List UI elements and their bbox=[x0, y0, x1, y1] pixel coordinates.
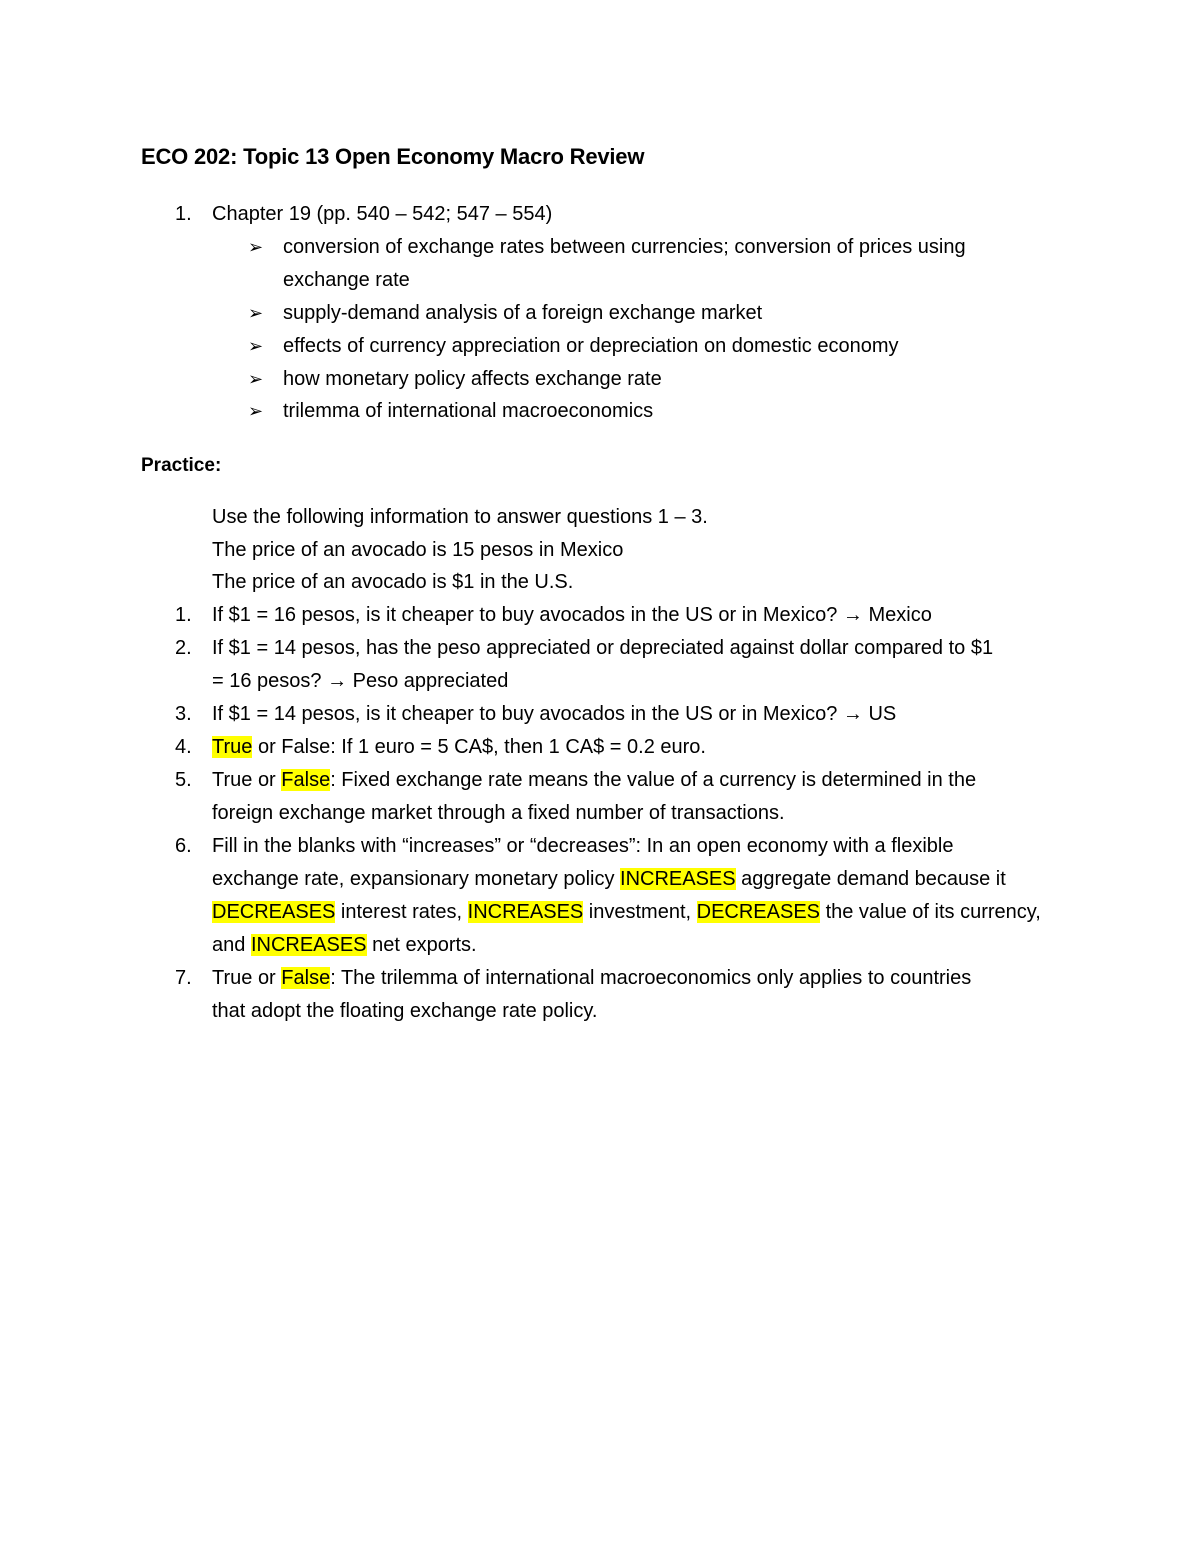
question-text: exchange rate, expansionary monetary policy bbox=[212, 868, 621, 890]
chapter-line: Chapter 19 (pp. 540 – 542; 547 – 554) bbox=[212, 203, 553, 225]
question-7-line-1 bbox=[212, 962, 971, 995]
bullet-arrow-icon: ➢ bbox=[248, 303, 264, 323]
question-number: 6. bbox=[175, 835, 192, 857]
practice-intro-line: Use the following information to answer questions 1 – 3. bbox=[212, 506, 708, 528]
bullet-arrow-icon: ➢ bbox=[248, 369, 264, 389]
question-7-line-2: that adopt the floating exchange rate policy. bbox=[212, 1000, 598, 1022]
highlighted-answer: DECREASES bbox=[212, 901, 336, 923]
bullet-item: supply-demand analysis of a foreign exchange market bbox=[283, 302, 763, 324]
answer-text: Mexico bbox=[868, 604, 932, 626]
right-arrow-icon: → bbox=[842, 703, 863, 725]
question-2-line-1: If $1 = 14 pesos, has the peso appreciated or depreciated against dollar compared to $1 bbox=[212, 637, 994, 659]
question-text: interest rates, bbox=[335, 901, 468, 923]
highlighted-answer: INCREASES bbox=[467, 901, 584, 923]
question-3 bbox=[212, 698, 896, 731]
document-title: ECO 202: Topic 13 Open Economy Macro Review bbox=[141, 144, 645, 169]
highlighted-answer: INCREASES bbox=[250, 934, 367, 956]
question-text: investment, bbox=[583, 901, 697, 923]
question-1 bbox=[212, 599, 932, 632]
question-text: : Fixed exchange rate means the value of a currency is determined in the bbox=[330, 769, 977, 791]
bullet-arrow-icon: ➢ bbox=[248, 401, 264, 421]
practice-intro-line: The price of an avocado is $1 in the U.S. bbox=[212, 571, 574, 593]
question-2-line-2 bbox=[212, 665, 508, 698]
highlighted-answer: False bbox=[281, 769, 331, 791]
question-text: aggregate demand because it bbox=[735, 868, 1006, 890]
question-4 bbox=[212, 731, 706, 764]
right-arrow-icon: → bbox=[842, 604, 863, 626]
question-text: the value of its currency, bbox=[820, 901, 1041, 923]
question-6-line-1: Fill in the blanks with “increases” or “decreases”: In an open economy with a flexible bbox=[212, 835, 954, 857]
question-text: True or bbox=[212, 967, 282, 989]
question-5-line-2: foreign exchange market through a fixed number of transactions. bbox=[212, 802, 785, 824]
bullet-item: conversion of exchange rates between currencies; conversion of prices using bbox=[283, 236, 966, 258]
question-6-line-4 bbox=[212, 929, 477, 962]
question-5-line-1 bbox=[212, 764, 976, 797]
question-text: If $1 = 14 pesos, is it cheaper to buy avocados in the US or in Mexico? bbox=[212, 703, 838, 725]
question-number: 2. bbox=[175, 637, 192, 659]
bullet-item: trilemma of international macroeconomics bbox=[283, 400, 654, 422]
bullet-arrow-icon: ➢ bbox=[248, 237, 264, 257]
question-text: net exports. bbox=[366, 934, 477, 956]
answer-text: Peso appreciated bbox=[352, 670, 509, 692]
question-text: : The trilemma of international macroeconomics only applies to countries bbox=[330, 967, 972, 989]
question-text: True or bbox=[212, 769, 282, 791]
highlighted-answer: False bbox=[281, 967, 331, 989]
question-6-line-2 bbox=[212, 863, 1006, 896]
question-text: and bbox=[212, 934, 251, 956]
question-text: If $1 = 16 pesos, is it cheaper to buy avocados in the US or in Mexico? bbox=[212, 604, 838, 626]
bullet-item-continued: exchange rate bbox=[283, 269, 410, 291]
bullet-item: how monetary policy affects exchange rate bbox=[283, 368, 662, 390]
question-number: 1. bbox=[175, 604, 192, 626]
practice-intro-line: The price of an avocado is 15 pesos in Mexico bbox=[212, 539, 624, 561]
right-arrow-icon: → bbox=[327, 670, 348, 692]
chapter-number: 1. bbox=[175, 203, 192, 225]
question-number: 4. bbox=[175, 736, 192, 758]
highlighted-answer: True bbox=[212, 736, 253, 758]
bullet-arrow-icon: ➢ bbox=[248, 336, 264, 356]
question-number: 5. bbox=[175, 769, 192, 791]
question-6-line-3 bbox=[212, 896, 1041, 929]
answer-text: US bbox=[868, 703, 897, 725]
highlighted-answer: INCREASES bbox=[620, 868, 736, 890]
bullet-item: effects of currency appreciation or depreciation on domestic economy bbox=[283, 335, 899, 357]
highlighted-answer: DECREASES bbox=[696, 901, 821, 923]
question-text: or False: If 1 euro = 5 CA$, then 1 CA$ = 0.2 euro. bbox=[252, 736, 706, 758]
question-number: 7. bbox=[175, 967, 192, 989]
question-text: = 16 pesos? bbox=[212, 670, 322, 692]
practice-heading: Practice: bbox=[141, 455, 222, 476]
question-number: 3. bbox=[175, 703, 192, 725]
